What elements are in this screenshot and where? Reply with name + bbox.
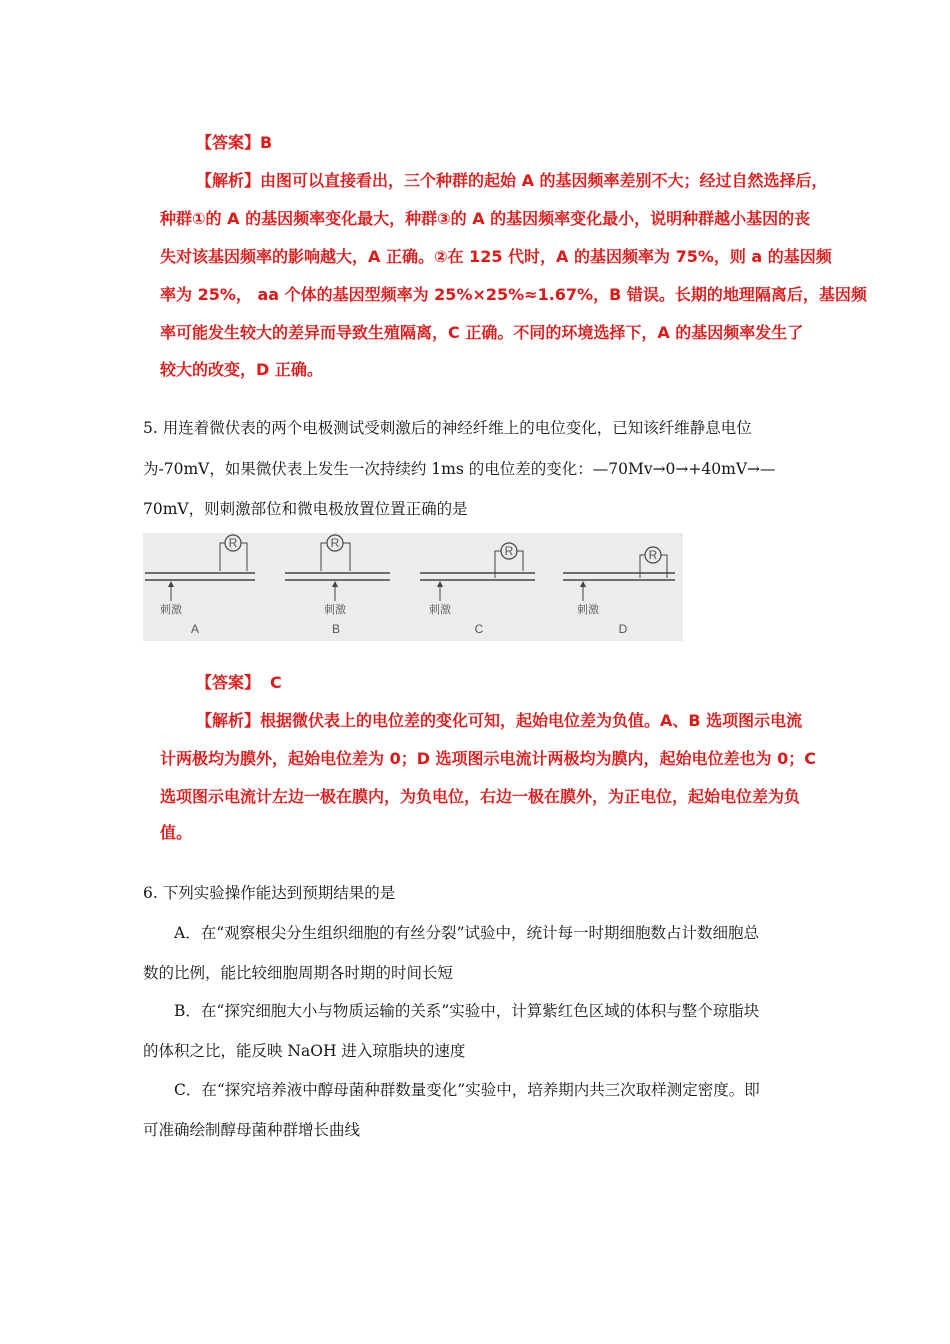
panel-letter-a: A [190, 622, 200, 636]
q4-analysis-line-5: 率可能发生较大的差异而导致生殖隔离，C 正确。不同的环境选择下，A 的基因频率发生了 [160, 323, 804, 342]
q4-analysis-line-2: 种群①的 A 的基因频率变化最大，种群③的 A 的基因频率变化最小，说明种群越小基因的丧 [160, 209, 811, 228]
q4-analysis-line-4: 率为 25%， aa 个体的基因型频率为 25%×25%≈1.67%，B 错误。长期的地理隔离后，基因频 [160, 285, 867, 304]
stimulus-label: 刺激 [429, 603, 451, 616]
meter-symbol: R [330, 536, 340, 550]
meter-symbol: R [648, 548, 658, 562]
q5-analysis-line-2: 计两极均为膜外，起始电位差为 0；D 选项图示电流计两极均为膜内，起始电位差也为 0；C [160, 749, 817, 768]
q4-analysis-line-6: 较大的改变，D 正确。 [160, 360, 323, 379]
answer-value: B [260, 133, 273, 152]
q6-option-c-line-2: 可准确绘制醇母菌种群增长曲线 [143, 1121, 361, 1139]
electrode-figure [143, 533, 683, 641]
figure-background [143, 533, 683, 641]
panel-letter-d: D [618, 622, 628, 636]
q4-analysis-line-3: 失对该基因频率的影响越大，A 正确。②在 125 代时，A 的基因频率为 75%，则 a 的基因频 [160, 247, 832, 266]
meter-symbol: R [504, 544, 514, 558]
q5-analysis-line-1: 【解析】根据微伏表上的电位差的变化可知，起始电位差为负值。A、B 选项图示电流 [196, 711, 803, 730]
q5-stem-line-2: 为-70mV，如果微伏表上发生一次持续约 1ms 的电位差的变化：—70Mv→0→+40mV→— [143, 460, 776, 478]
stimulus-label: 刺激 [577, 603, 599, 616]
q6-option-a-line-1: A．在“观察根尖分生组织细胞的有丝分裂”试验中，统计每一时期细胞数占计数细胞总 [174, 924, 760, 942]
q6-option-b-line-2: 的体积之比，能反映 NaOH 进入琼脂块的速度 [143, 1042, 466, 1060]
q5-analysis-line-4: 值。 [160, 823, 193, 842]
stimulus-label: 刺激 [324, 603, 346, 616]
q5-analysis-line-3: 选项图示电流计左边一极在膜内，为负电位，右边一极在膜外，为正电位，起始电位差为负 [160, 787, 801, 806]
electrode-diagram [143, 533, 683, 641]
q4-answer [196, 133, 272, 153]
answer-tag: 【答案】 [196, 673, 261, 692]
meter-symbol: R [228, 536, 238, 550]
panel-letter-c: C [474, 622, 484, 636]
q6-option-c-line-1: C．在“探究培养液中醇母菌种群数量变化”实验中，培养期内共三次取样测定密度。即 [174, 1081, 760, 1099]
q5-stem-line-1: 5. 用连着微伏表的两个电极测试受刺激后的神经纤维上的电位变化，已知该纤维静息电位 [143, 419, 752, 437]
answer-value: C [270, 673, 282, 692]
q6-option-b-line-1: B．在“探究细胞大小与物质运输的关系”实验中，计算紫红色区域的体积与整个琼脂块 [174, 1002, 760, 1020]
stimulus-label: 刺激 [160, 603, 182, 616]
q4-analysis-line-1: 【解析】由图可以直接看出，三个种群的起始 A 的基因频率差别不大；经过自然选择后， [196, 171, 828, 190]
panel-letter-b: B [331, 622, 341, 636]
answer-tag: 【答案】 [196, 133, 261, 152]
q5-answer [196, 673, 282, 693]
q6-option-a-line-2: 数的比例，能比较细胞周期各时期的时间长短 [143, 964, 454, 982]
q5-stem-line-3: 70mV，则刺激部位和微电极放置位置正确的是 [143, 500, 468, 518]
q6-stem: 6. 下列实验操作能达到预期结果的是 [143, 884, 396, 902]
